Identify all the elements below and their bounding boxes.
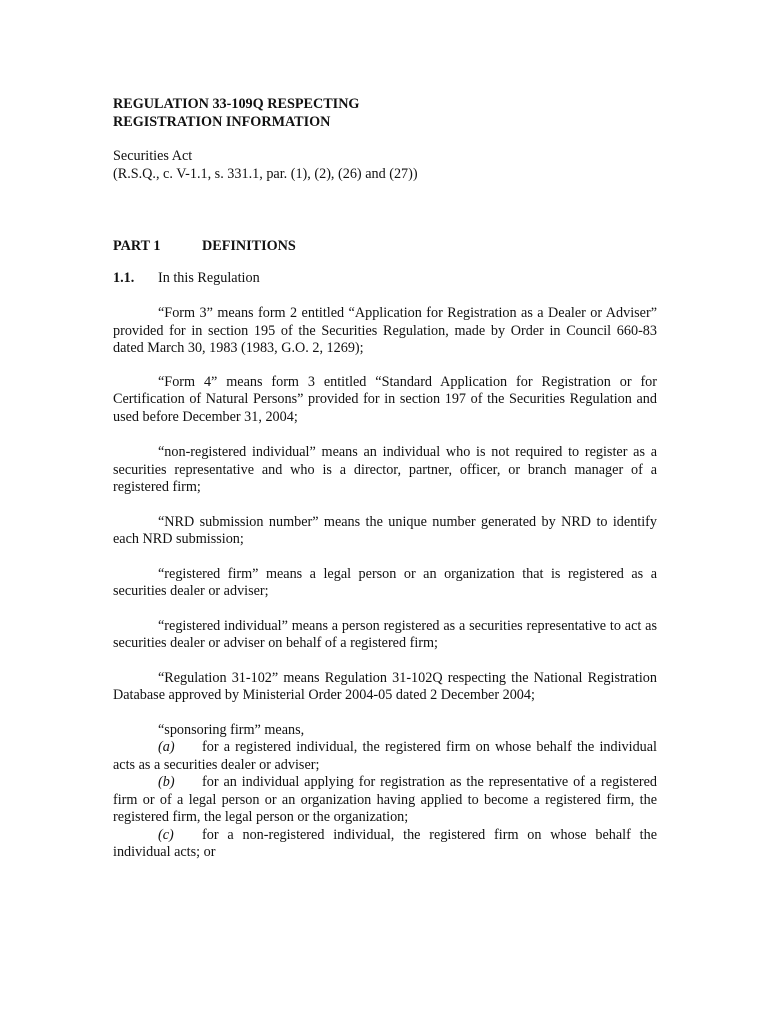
section-heading <box>113 270 657 288</box>
item-marker: (c) <box>158 826 174 843</box>
section-intro: In this Regulation <box>158 269 260 286</box>
item-marker: (b) <box>158 774 175 790</box>
definition-form-4: “Form 4” means form 3 entitled “Standard Application for Registration or for Certification of Natural Persons” provided for in section 197 of the Securities Regulation and used before December 31, 2004; <box>113 373 657 425</box>
part-heading <box>113 238 657 256</box>
document-page <box>113 95 657 862</box>
definition-non-registered-individual: “non-registered individual” means an individual who is not required to register as a securities representative and who is a director, partner, officer, or branch manager of a registered firm; <box>113 444 657 495</box>
act-name: Securities Act <box>113 148 193 164</box>
part-title: DEFINITIONS <box>202 238 296 254</box>
act-reference: (R.S.Q., c. V-1.1, s. 331.1, par. (1), (2), (26) and (27)) <box>113 165 418 182</box>
definition-form-3: “Form 3” means form 2 entitled “Application for Registration as a Dealer or Adviser” provided for in section 195 of the Securities Regulation, made by Order in Council 660-83 dated March 30, 1983 (1983, G.O. 2, 1269); <box>113 305 657 356</box>
definition-nrd-submission-number: “NRD submission number” means the unique number generated by NRD to identify each NRD submission; <box>113 513 657 547</box>
item-text: for a registered individual, the registered firm on whose behalf the individual acts as a securities dealer or adviser; <box>113 739 657 773</box>
list-item <box>113 774 657 827</box>
definition-regulation-31-102: “Regulation 31-102” means Regulation 31-102Q respecting the National Registration Database approved by Ministerial Order 2004-05 dated 2 December 2004; <box>113 669 657 703</box>
list-item <box>113 827 657 862</box>
definition-registered-firm: “registered firm” means a legal person or an organization that is registered as a securities dealer or adviser; <box>113 565 657 599</box>
item-marker: (a) <box>158 739 175 755</box>
title-line-1: REGULATION 33-109Q RESPECTING <box>113 96 360 112</box>
act-citation <box>113 148 657 183</box>
item-text: for a non-registered individual, the registered firm on whose behalf the individual acts; or <box>113 826 657 860</box>
title-line-2: REGISTRATION INFORMATION <box>113 114 331 130</box>
definition-sponsoring-firm: “sponsoring firm” means, <box>158 721 305 738</box>
item-text: for an individual applying for registration as the representative of a registered firm or of a legal person or an organization having applied to become a registered firm, the registered firm, the legal person or the organization; <box>113 774 657 825</box>
section-number: 1.1. <box>113 269 135 286</box>
definition-registered-individual: “registered individual” means a person registered as a securities representative to act as securities dealer or adviser on behalf of a registered firm; <box>113 617 657 651</box>
list-item <box>113 739 657 774</box>
part-number: PART 1 <box>113 238 161 254</box>
document-title <box>113 95 657 131</box>
